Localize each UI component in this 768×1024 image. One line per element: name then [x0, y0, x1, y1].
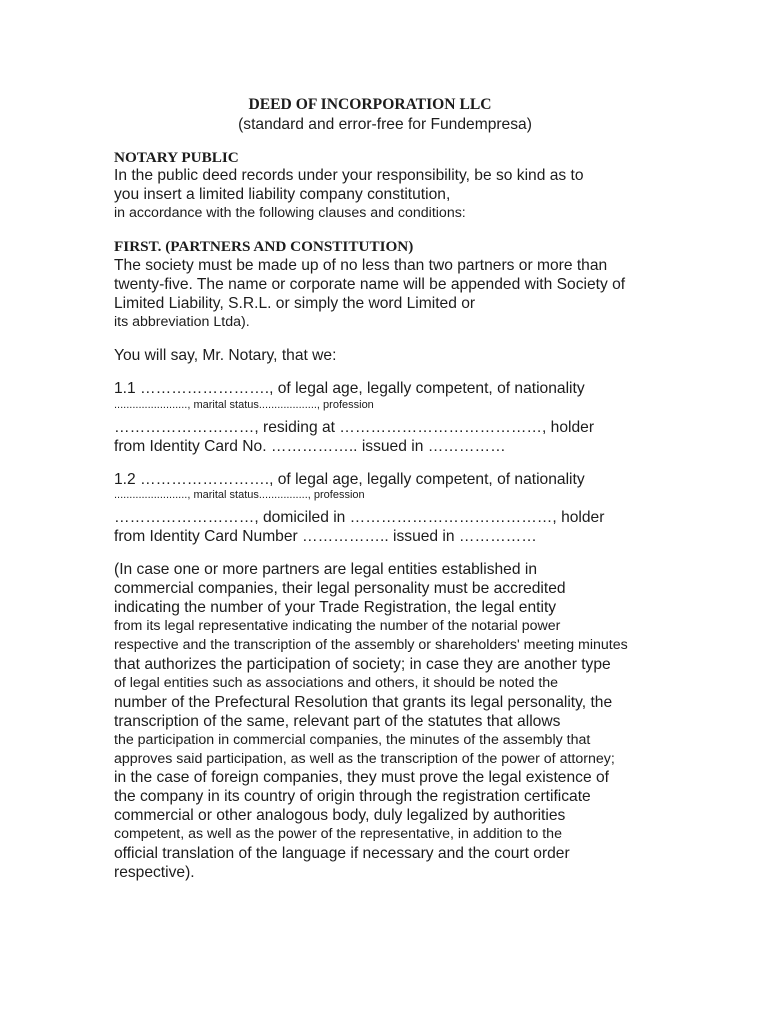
partner-1-line: from Identity Card No. …………….. issued in …………… [114, 438, 506, 455]
first-clause-line: twenty-five. The name or corporate name will be appended with Society of [114, 276, 626, 293]
legal-entities-line: the company in its country of origin through the registration certificate [114, 788, 591, 805]
legal-entities-line: that authorizes the participation of society; in case they are another type [114, 656, 611, 673]
notary-line: in accordance with the following clauses and conditions: [114, 205, 466, 221]
legal-entities-line: commercial companies, their legal personality must be accredited [114, 580, 566, 597]
legal-entities-line: from its legal representative indicating the number of the notarial power [114, 618, 561, 634]
legal-entities-line: official translation of the language if necessary and the court order [114, 845, 570, 862]
partner-2-line: ………………………, domiciled in …………………………………, holder [114, 509, 605, 526]
document-subtitle: (standard and error-free for Fundempresa) [238, 116, 532, 133]
partner-1-line: ………………………, residing at …………………………………, holder [114, 419, 595, 436]
legal-entities-line: approves said participation, as well as the transcription of the power of attorney; [114, 751, 615, 767]
legal-entities-line: of legal entities such as associations and others, it should be noted the [114, 675, 559, 691]
first-clause-line: Limited Liability, S.R.L. or simply the word Limited or [114, 295, 476, 312]
legal-entities-line: indicating the number of your Trade Registration, the legal entity [114, 599, 557, 616]
first-clause-line: its abbreviation Ltda). [114, 314, 250, 330]
legal-entities-line: in the case of foreign companies, they must prove the legal existence of [114, 769, 609, 786]
legal-entities-line: (In case one or more partners are legal entities established in [114, 561, 537, 578]
legal-entities-line: competent, as well as the power of the representative, in addition to the [114, 826, 562, 842]
legal-entities-line: the participation in commercial companies, the minutes of the assembly that [114, 732, 591, 748]
legal-entities-line: transcription of the same, relevant part of the statutes that allows [114, 713, 561, 730]
document-title: DEED OF INCORPORATION LLC [248, 96, 492, 113]
notary-line: In the public deed records under your responsibility, be so kind as to [114, 167, 584, 184]
partner-2-line: ........................, marital status................, profession [114, 489, 365, 501]
notary-intro: You will say, Mr. Notary, that we: [114, 347, 337, 364]
legal-entities-line: number of the Prefectural Resolution that grants its legal personality, the [114, 694, 613, 711]
legal-entities-line: respective). [114, 864, 195, 881]
notary-line: you insert a limited liability company constitution, [114, 186, 451, 203]
first-clause-line: The society must be made up of no less than two partners or more than [114, 257, 608, 274]
legal-entities-line: commercial or other analogous body, duly legalized by authorities [114, 807, 566, 824]
first-clause-heading: FIRST. (PARTNERS AND CONSTITUTION) [114, 238, 414, 255]
partner-1-line: ........................, marital status..................., profession [114, 399, 374, 411]
partner-2-line: from Identity Card Number …………….. issued in …………… [114, 528, 537, 545]
legal-entities-line: respective and the transcription of the assembly or shareholders' meeting minutes [114, 637, 628, 653]
partner-1-line: 1.1 ……………………., of legal age, legally competent, of nationality [114, 380, 585, 397]
notary-heading: NOTARY PUBLIC [114, 149, 239, 166]
partner-2-line: 1.2 ……………………., of legal age, legally competent, of nationality [114, 471, 585, 488]
